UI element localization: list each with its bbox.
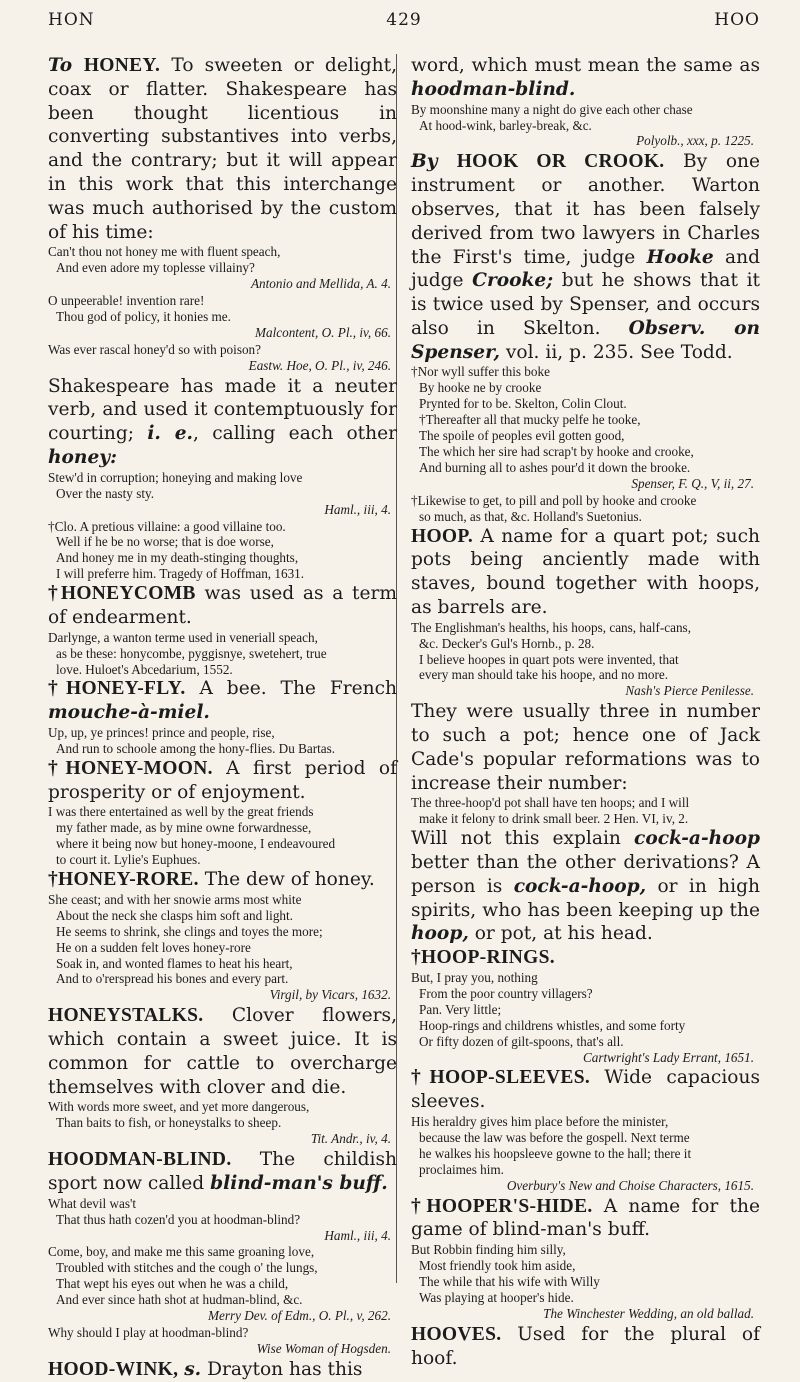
quotation-line: †Thereafter all that mucky pelfe he tooke, [419,412,641,428]
quotation-line: Or fifty dozen of gilt-spoons, that's all. [419,1033,624,1049]
quotation-line: Why should I play at hoodman-blind? [48,1324,249,1340]
entry-text: To sweeten or delight, coax or flatter. Shakespeare has been thought licentious in converting substantives into verbs, and the contrary; but it will appear in this work that this interchange was much authorised by the custom of his time: [48,55,397,243]
quotation-line: where it being now but honey-moone, I endeavoured [56,836,336,852]
entry-headword: HOOP. [411,525,473,547]
quotation-line: The three-hoop'd pot shall have ten hoops; and I will [411,795,690,811]
quotation-line: †Nor wyll suffer this boke [411,364,550,380]
quotation-line: By hooke ne by crooke [419,380,542,396]
quotation-line: The which her sire had scrap't by hooke and crooke, [419,444,694,460]
entry-headword: HOODMAN-BLIND. [48,1149,232,1171]
dictionary-entry [411,827,760,946]
left-column [48,54,397,1382]
quotation-line: O unpeerable! invention rare! [48,293,205,309]
quotation [48,1196,397,1228]
entry-text: Crooke; [472,270,554,292]
quotation-line: he walkes his hoopsleeve gowne to the hall; there it [419,1145,692,1161]
entry-text: word, which must mean the same as [411,55,760,76]
entry-text: A name for a quart pot; such pots being anciently made with staves, bound together with hoops, as barrels are. [411,525,760,618]
quotation [411,102,760,134]
entry-headword: HONEY. [83,55,161,76]
entry-text: Observ. on Spenser, [411,317,760,363]
quotation-source: Virgil, by Vicars, 1632. [269,987,391,1003]
quotation-source: Overbury's New and Choise Characters, 1615. [506,1177,754,1193]
dictionary-entry [48,677,397,725]
dictionary-entry [411,525,760,620]
quotation-line: He on a sudden felt loves honey-rore [56,939,251,955]
quotation [48,630,397,678]
quotation-line: to court it. Lylie's Euphues. [56,852,201,868]
quotation [411,1242,760,1306]
entry-text: blind-man's buff. [210,1172,388,1194]
entry-text: Used for the plural of hoof. [411,1323,760,1369]
quotation-line: Darlynge, a wanton terme used in veneriall speach, [48,629,318,645]
entry-text: Hooke [646,246,714,268]
dictionary-entry [48,582,397,630]
quotation-line: But, I pray you, nothing [411,970,538,986]
quotation-source: Wise Woman of Hogsden. [256,1340,391,1356]
quotation-line: That wept his eyes out when he was a child, [56,1276,289,1292]
quotation-line: love. Huloet's Abcedarium, 1552. [56,661,233,677]
quotation-line: Pan. Very little; [419,1001,502,1017]
entry-text: Shakespeare has made it a neuter verb, and used it contemptuously for courting; [48,375,397,445]
entry-text: and judge [411,246,760,292]
quotation-line: I will preferre him. Tragedy of Hoffman, 1631. [56,566,305,582]
quotation [411,795,760,827]
quotation [48,1244,397,1308]
quotation-line: Most friendly took him aside, [419,1258,576,1274]
dictionary-entry [411,1066,760,1114]
quotation-line: Well if he be no worse; that is doe worse, [56,534,274,550]
quotation-source: Nash's Pierce Penilesse. [625,683,754,699]
header-left: HON [48,10,95,30]
entry-text: honey: [48,447,117,469]
entry-text: Clover flowers, which contain a sweet juice. It is common for cattle to overcharge themselves with clover and die. [48,1005,397,1098]
quotation-line: The while that his wife with Willy [419,1274,600,1290]
quotation-line: About the neck she clasps him soft and light. [56,907,293,923]
entry-headword: HOOD-WINK, [48,1358,179,1380]
quotation-source: Haml., iii, 4. [324,501,391,517]
entry-text: mouche-à-miel. [48,702,210,724]
dictionary-entry [48,54,397,244]
quotation-line: Soak in, and wonted flames to heat his heart, [56,955,293,971]
dictionary-entry [411,150,760,364]
entry-text: but he shows that it is twice used by Spenser, and occurs also in Skelton. [411,270,760,339]
quotation-line: &c. Decker's Gul's Hornb., p. 28. [419,635,595,651]
entry-text: By one instrument or another. Warton observes, that it has been falsely derived from two lawyers in Charles the First's time, judge [411,151,760,268]
quotation-source: Cartwright's Lady Errant, 1651. [583,1049,754,1065]
quotation-line: At hood-wink, barley-break, &c. [419,117,592,133]
columns [48,54,760,1382]
entry-text: s. [184,1358,202,1380]
dictionary-entry [48,757,397,805]
quotation [48,804,397,868]
quotation-line: every man should take his hoope, and no more. [419,667,669,683]
entry-text: cock-a-hoop [634,828,760,850]
quotation [48,293,397,325]
quotation-source: Eastw. Hoe, O. Pl., iv, 246. [248,357,391,373]
entry-text: Will not this explain [411,828,635,850]
quotation [48,244,397,276]
dictionary-entry [48,868,397,892]
quotation-line: And run to schoole among the hony-flies. Du Bartas. [56,740,336,756]
entry-headword: HONEYSTALKS. [48,1005,204,1027]
quotation [411,620,760,684]
quotation-line: proclaimes him. [419,1161,504,1177]
quotation-source: Antonio and Mellida, A. 4. [250,276,391,292]
quotation-line: Was playing at hooper's hide. [419,1289,574,1305]
quotation-line: And ever since hath shot at hudman-blind, &c. [56,1292,303,1308]
header-right: HOO [714,10,760,30]
entry-text: A name for the game of blind-man's buff. [411,1195,760,1241]
quotation-line: Can't thou not honey me with fluent speach, [48,244,281,260]
entry-text: A bee. The French [185,678,397,700]
quotation-line: She ceast; and with her snowie arms most white [48,891,302,907]
dictionary-entry [48,1148,397,1196]
quotation-source: Haml., iii, 4. [324,1227,391,1243]
entry-text: i. e. [147,423,193,445]
entry-text: was used as a term of endearment. [48,583,397,628]
quotation-line: †Likewise to get, to pill and poll by hooke and crooke [411,492,697,508]
quotation-line: Prynted for to be. Skelton, Colin Clout. [419,396,627,412]
quotation-line: Was ever rascal honey'd so with poison? [48,341,261,357]
quotation [48,519,397,583]
quotation-line: Over the nasty sty. [56,485,155,501]
quotation-line: because the law was before the gospell. Next terme [419,1129,690,1145]
entry-text: , calling each other [193,423,397,445]
entry-text: The childish sport now called [48,1149,397,1194]
quotation-source: Spenser, F. Q., V, ii, 27. [631,475,754,491]
quotation-line: That thus hath cozen'd you at hoodman-blind? [56,1211,301,1227]
quotation-line: Troubled with stitches and the cough o' the lungs, [56,1260,318,1276]
quotation-source: Merry Dev. of Edm., O. Pl., v, 262. [208,1308,391,1324]
right-column [411,54,760,1382]
running-header [48,6,760,34]
entry-text: or pot, at his head. [468,923,653,945]
quotation-line: The spoile of peoples evil gotten good, [419,428,625,444]
quotation [48,470,397,502]
quotation-line: my father made, as by mine owne forwardnesse, [56,820,312,836]
entry-text: The dew of honey. [198,869,375,891]
entry-text: cock-a-hoop, [513,875,647,897]
quotation-line: And to o'rerspread his bones and every part. [56,971,289,987]
quotation-line: What devil was't [48,1195,137,1211]
page-number: 429 [386,10,422,30]
entry-text: Drayton has this [201,1358,363,1380]
entry-headword: †HOOP-SLEEVES. [411,1067,591,1089]
quotation [48,342,397,358]
quotation-line: as be these: honycombe, pyggisnye, swetehert, true [56,645,327,661]
quotation [411,1114,760,1178]
quotation-line: By moonshine many a night do give each other chase [411,101,693,117]
entry-headword: †HONEY-RORE. [48,869,199,891]
entry-text: or in high spirits, who has been keeping up the [411,875,760,921]
entry-headword: †HOOPER'S-HIDE. [411,1195,593,1217]
entry-text: A first period of prosperity or of enjoyment. [48,757,397,803]
dictionary-entry [411,700,760,795]
quotation-line: I believe hoopes in quart pots were invented, that [419,651,679,667]
quotation-line: The Englishman's healths, his hoops, cans, half-cans, [411,619,691,635]
entry-headword: †HONEY-FLY. [48,678,186,700]
quotation-source: Malcontent, O. Pl., iv, 66. [255,324,391,340]
entry-text: By [411,151,457,173]
quotation-line: Up, up, ye princes! prince and people, rise, [48,725,275,741]
quotation-line: And even adore my toplesse villainy? [56,260,255,276]
quotation-line: But Robbin finding him silly, [411,1242,566,1258]
quotation [411,493,760,525]
dictionary-entry [411,946,760,970]
quotation-source: Tit. Andr., iv, 4. [310,1131,391,1147]
entry-headword: †HONEYCOMB [48,583,196,605]
quotation [48,1099,397,1131]
entry-text: To [48,55,84,76]
quotation-line: From the poor country villagers? [419,985,593,1001]
entry-headword: HOOK OR CROOK. [456,151,665,173]
quotation-source: The Winchester Wedding, an old ballad. [543,1305,754,1321]
dictionary-entry [48,1004,397,1099]
entry-text: hoodman-blind. [411,78,576,100]
quotation [411,364,760,475]
entry-text: vol. ii, p. 235. See Todd. [500,341,733,363]
quotation-line: He seems to shrink, she clings and toyes the more; [56,923,323,939]
dictionary-entry [411,1323,760,1371]
quotation-line: Stew'd in corruption; honeying and making love [48,469,303,485]
quotation [48,725,397,757]
quotation-line: Thou god of policy, it honies me. [56,309,231,324]
quotation [411,970,760,1050]
quotation-line: With words more sweet, and yet more dangerous, [48,1099,310,1115]
quotation-line: Hoop-rings and childrens whistles, and some forty [419,1017,686,1033]
dictionary-entry [48,375,397,470]
quotation-line: Than baits to fish, or honeystalks to sheep. [56,1115,282,1131]
quotation-line: Come, boy, and make me this same groaning love, [48,1244,315,1260]
dictionary-entry [411,54,760,102]
quotation-line: I was there entertained as well by the great friends [48,804,314,820]
entry-text: better than the other derivations? A person is [411,852,760,897]
entry-text: They were usually three in number to such a pot; hence one of Jack Cade's popular reformations was to increase their number: [411,701,760,794]
quotation-line: And honey me in my death-stinging thoughts, [56,550,299,566]
quotation [48,1325,397,1341]
entry-headword: †HONEY-MOON. [48,757,213,779]
quotation-line: †Clo. A pretious villaine: a good villaine too. [48,518,286,534]
quotation-source: Polyolb., xxx, p. 1225. [636,133,754,149]
quotation-line: His heraldry gives him place before the minister, [411,1114,669,1130]
entry-text: Wide capacious sleeves. [411,1067,760,1113]
quotation-line: make it felony to drink small beer. 2 Hen. VI, iv, 2. [419,811,689,827]
quotation-line: so much, as that, &c. Holland's Suetonius. [419,508,642,524]
entry-headword: HOOVES. [411,1323,502,1345]
quotation-line: And burning all to ashes pour'd it down the brooke. [419,459,691,475]
dictionary-entry [48,1358,397,1382]
dictionary-entry [411,1195,760,1243]
entry-headword: †HOOP-RINGS. [411,947,555,969]
entry-text: hoop, [411,923,469,945]
quotation [48,892,397,987]
